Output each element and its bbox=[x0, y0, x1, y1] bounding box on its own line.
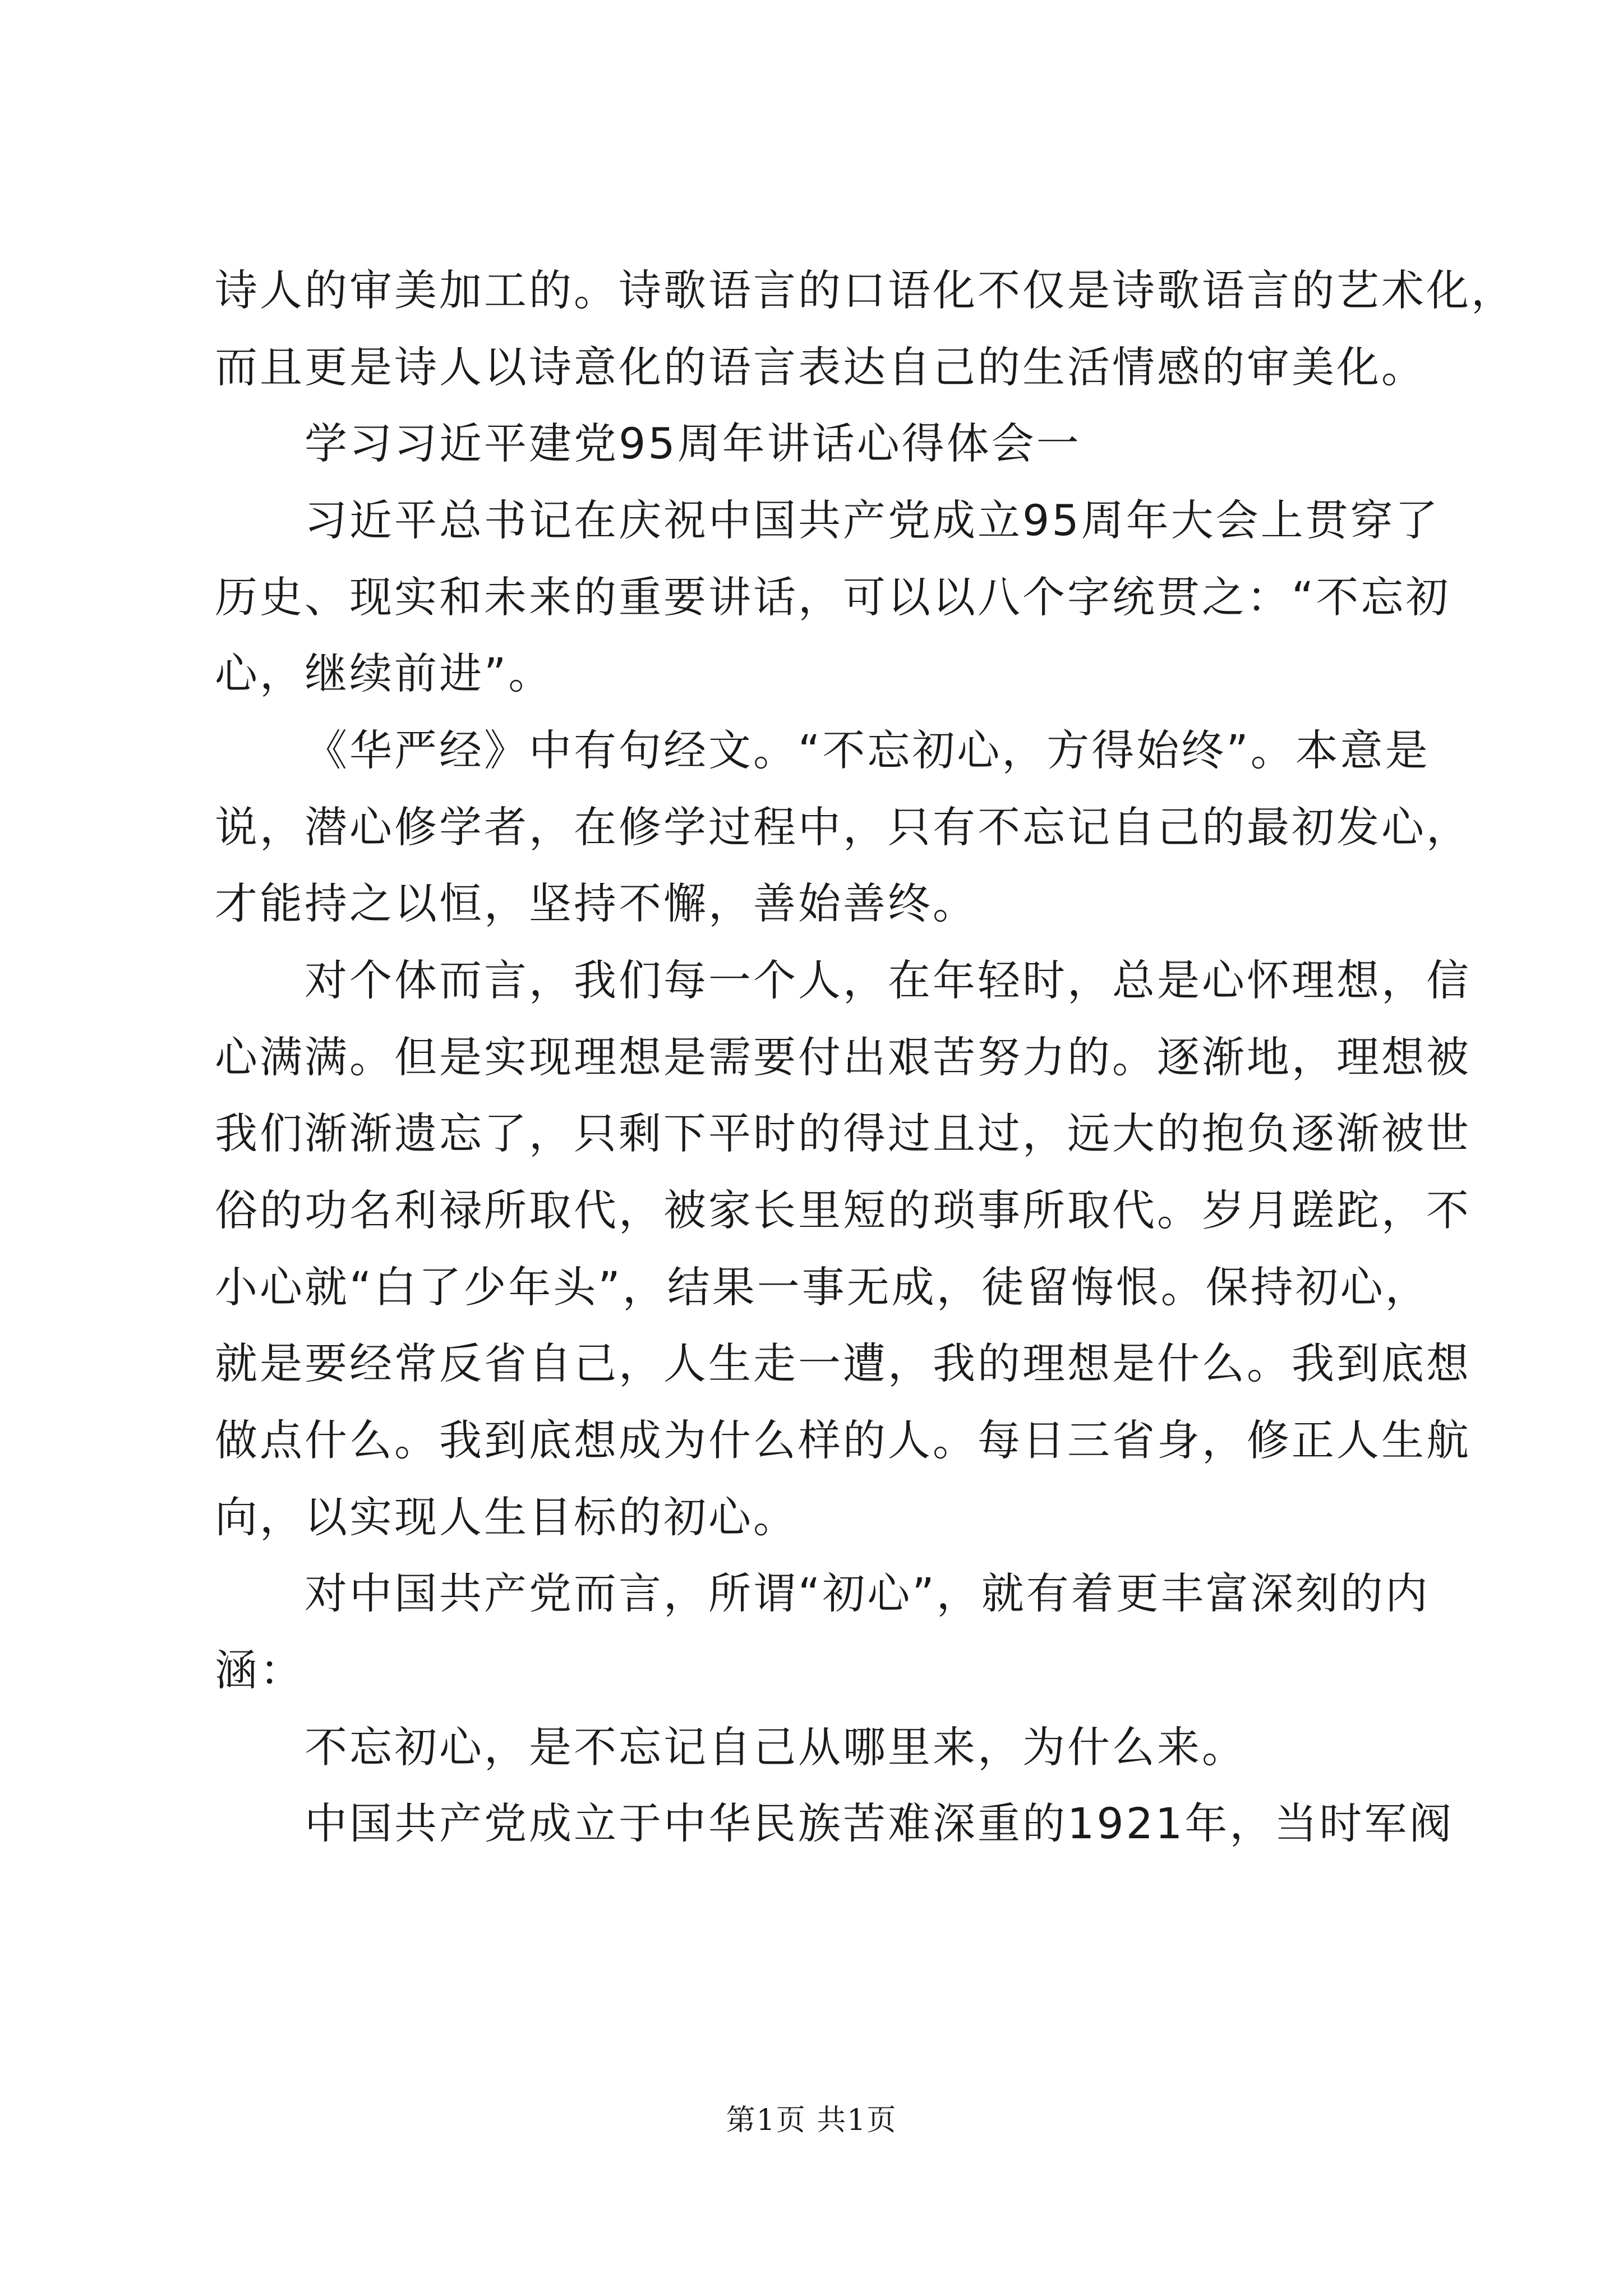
text-line: 历史、现实和未来的重要讲话，可以以八个字统贯之：“不忘初 bbox=[215, 572, 1451, 622]
text-line: 小心就“白了少年头”，结果一事无成，徒留悔恨。保持初心， bbox=[215, 1262, 1430, 1312]
text-line: 中国共产党成立于中华民族苦难深重的1921年，当时军阀 bbox=[305, 1798, 1454, 1848]
page-number-footer: 第1页 共1页 bbox=[726, 2104, 897, 2137]
text-line: 向，以实现人生目标的初心。 bbox=[215, 1492, 798, 1542]
text-line: 说，潜心修学者，在修学过程中，只有不忘记自己的最初发心， bbox=[215, 802, 1471, 852]
text-line: 对个体而言，我们每一个人，在年轻时，总是心怀理想，信 bbox=[305, 955, 1471, 1005]
text-line: 而且更是诗人以诗意化的语言表达自己的生活情感的审美化。 bbox=[215, 342, 1426, 392]
text-line: 心，继续前进”。 bbox=[215, 648, 554, 698]
text-line: 不忘初心，是不忘记自己从哪里来，为什么来。 bbox=[305, 1722, 1247, 1772]
text-line: 俗的功名利禄所取代，被家长里短的琐事所取代。岁月蹉跎，不 bbox=[215, 1185, 1471, 1235]
text-line: 做点什么。我到底想成为什么样的人。每日三省身，修正人生航 bbox=[215, 1415, 1471, 1465]
text-line: 习近平总书记在庆祝中国共产党成立95周年大会上贯穿了 bbox=[305, 495, 1440, 545]
text-line: 涵： bbox=[215, 1645, 305, 1695]
text-line: 就是要经常反省自己，人生走一遭，我的理想是什么。我到底想 bbox=[215, 1338, 1471, 1388]
text-line: 诗人的审美加工的。诗歌语言的口语化不仅是诗歌语言的艺术化， bbox=[215, 265, 1516, 315]
text-line: 才能持之以恒，坚持不懈，善始善终。 bbox=[215, 878, 978, 928]
section-heading: 学习习近平建党95周年讲话心得体会一 bbox=[305, 418, 1081, 468]
text-line: 我们渐渐遗忘了，只剩下平时的得过且过，远大的抱负逐渐被世 bbox=[215, 1108, 1471, 1158]
text-line: 心满满。但是实现理想是需要付出艰苦努力的。逐渐地，理想被 bbox=[215, 1032, 1471, 1082]
text-line: 对中国共产党而言，所谓“初心”，就有着更丰富深刻的内 bbox=[305, 1568, 1430, 1618]
text-line: 《华严经》中有句经文。“不忘初心，方得始终”。本意是 bbox=[305, 725, 1430, 775]
